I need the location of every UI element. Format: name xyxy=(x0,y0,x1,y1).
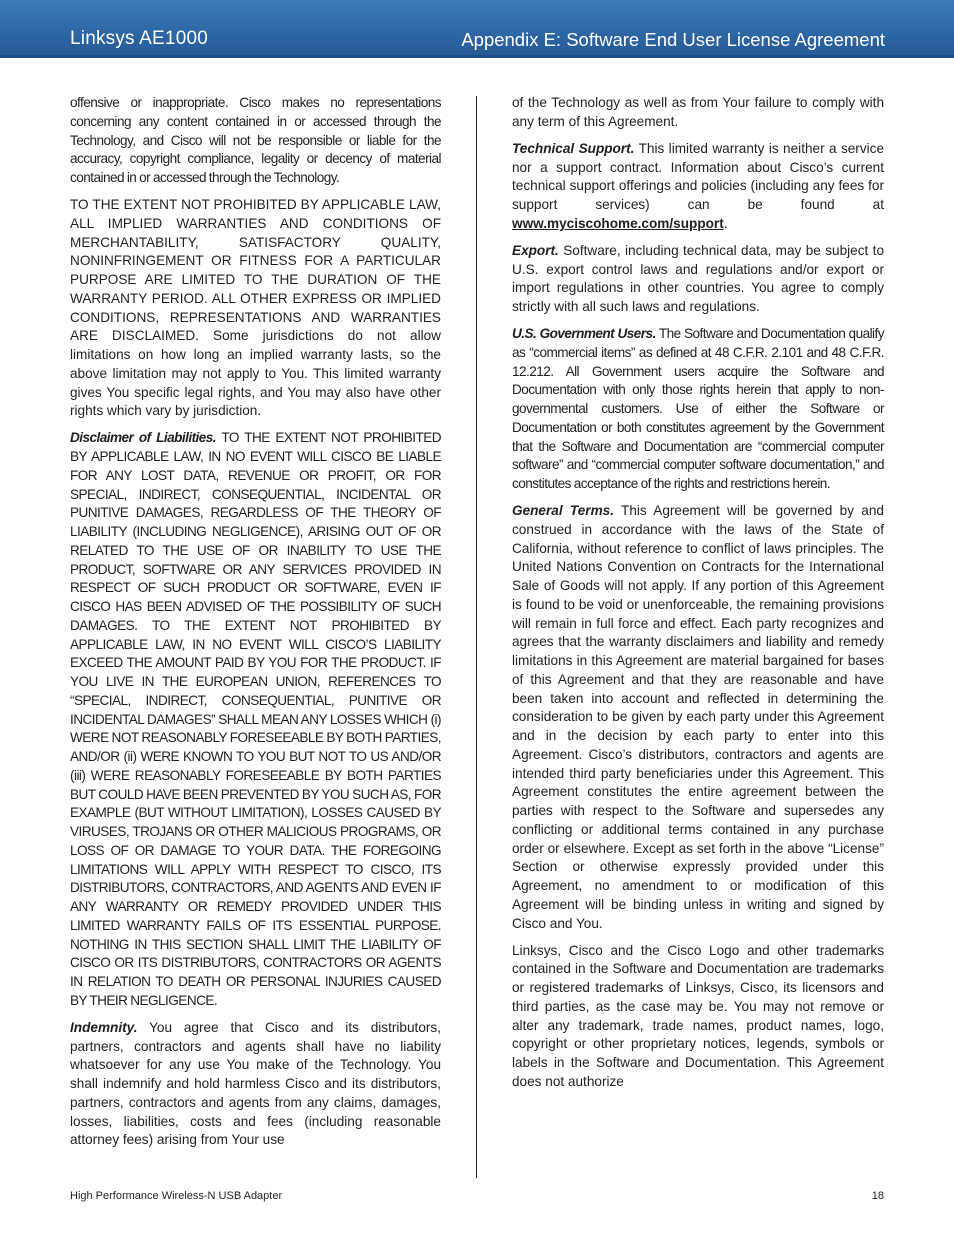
paragraph-general-terms xyxy=(512,502,884,933)
paragraph-continuation: of the Technology as well as from Your failure to comply with any term of this Agreement. xyxy=(512,95,884,129)
paragraph-content-liability: offensive or inappropriate. Cisco makes no representations concerning any content contained in or accessed through the Technology, and Cisco will not be responsible or liable for the accuracy, copyright compliance, legality or decency of material contained in or accessed through the Technology. xyxy=(70,95,441,185)
disclaimer-heading: Disclaimer of Liabilities. xyxy=(70,430,217,446)
footer-product-name: High Performance Wireless-N USB Adapter xyxy=(70,1190,283,1202)
paragraph-technical-support: Technical Support. This limited warranty is neither a service nor a support contract. Information about Cisco’s current technical support offerings and policies (including any fees for support services) can be found at www.myciscohome.com/support. xyxy=(512,140,884,231)
indemnity-heading: Indemnity. xyxy=(70,1019,138,1035)
support-heading: Technical Support. xyxy=(512,140,635,156)
column-divider xyxy=(476,96,477,1178)
export-body: Software, including technical data, may be subject to U.S. export control laws and regulations and/or export or import regulations in other countries. You agree to comply strictly with all such laws and regulations. xyxy=(512,242,884,315)
support-link[interactable]: www.myciscohome.com/support xyxy=(512,215,724,231)
paragraph-trademarks: Linksys, Cisco and the Cisco Logo and other trademarks contained in the Software and Documentation are trademarks or registered trademarks of Linksys, Cisco, its licensors and third parties, as the case may be. You may not remove or alter any trademark, trade names, product names, logo, copyright or other proprietary notices, legends, symbols or labels in the Software and Documentation. This Agreement does not authorize xyxy=(512,942,884,1089)
paragraph-disclaimer-of-liabilities xyxy=(70,429,441,1010)
paragraph-export xyxy=(512,242,884,317)
general-heading: General Terms. xyxy=(512,503,614,519)
indemnity-body: You agree that Cisco and its distributors, partners, contractors and agents shall have no liability whatsoever for any use You make of the Technology. You shall indemnify and hold harmless Cisco and its distributors, partners, contractors and agents from any claims, damages, losses, liabilities, costs and fees (including reasonable attorney fees) arising from Your use xyxy=(70,1019,441,1148)
footer-page-number: 18 xyxy=(871,1190,884,1202)
right-column xyxy=(512,94,884,1100)
support-body: This limited warranty is neither a service nor a support contract. Information about Cisco’s current technical support offerings and policies (including any fees for support services) can be found at xyxy=(512,140,884,213)
section-title: Appendix E: Software End User License Agreement xyxy=(461,29,885,50)
disclaimer-body: TO THE EXTENT NOT PROHIBITED BY APPLICABLE LAW, IN NO EVENT WILL CISCO BE LIABLE FOR ANY LOST DATA, REVENUE OR PROFIT, OR FOR SPECIAL, INDIRECT, CONSEQUENTIAL, INCIDENTAL OR PUNITIVE DAMAGES, REGARDLESS OF THE THEORY OF LIABILITY (INCLUDING NEGLIGENCE), ARISING OUT OF OR RELATED TO THE USE OF OR INABILITY TO USE THE PRODUCT, SOFTWARE OR ANY SERVICES PROVIDED IN RESPECT OF SUCH PRODUCT OR SOFTWARE, EVEN IF CISCO HAS BEEN ADVISED OF THE POSSIBILITY OF SUCH DAMAGES. TO THE EXTENT NOT PROHIBITED BY APPLICABLE LAW, IN NO EVENT WILL CISCO’S LIABILITY EXCEED THE AMOUNT PAID BY YOU FOR THE PRODUCT. IF YOU LIVE IN THE EUROPEAN UNION, REFERENCES TO “SPECIAL, INDIRECT, CONSEQUENTIAL, PUNITIVE OR INCIDENTAL DAMAGES” SHALL MEAN ANY LOSSES WHICH (i) WERE NOT REASONABLY FORESEEABLE BY BOTH PARTIES, AND/OR (ii) WERE KNOWN TO YOU BUT NOT TO US AND/OR (iii) WERE REASONABLY FORESEEABLE BY BOTH PARTIES BUT COULD HAVE BEEN PREVENTED BY YOU SUCH AS, FOR EXAMPLE (BUT WITHOUT LIMITATION), LOSSES CAUSED BY VIRUSES, TROJANS OR OTHER MALICIOUS PROGRAMS, OR LOSS OF OR DAMAGE TO YOUR DATA. THE FOREGOING LIMITATIONS WILL APPLY WITH RESPECT TO CISCO, ITS DISTRIBUTORS, CONTRACTORS, AND AGENTS AND EVEN IF ANY WARRANTY OR REMEDY PROVIDED UNDER THIS LIMITED WARRANTY FAILS OF ITS ESSENTIAL PURPOSE. NOTHING IN THIS SECTION SHALL LIMIT THE LIABILITY OF CISCO OR ITS DISTRIBUTORS, CONTRACTORS OR AGENTS IN RELATION TO DEATH OR PERSONAL INJURIES CAUSED BY THEIR NEGLIGENCE. xyxy=(70,430,441,1008)
paragraph-government-users xyxy=(512,325,884,494)
left-column xyxy=(70,94,441,1158)
gov-heading: U.S. Government Users. xyxy=(512,326,656,342)
general-body: This Agreement will be governed by and construed in accordance with the laws of the State of California, without reference to conflict of laws principles. The United Nations Convention on Contracts for the International Sale of Goods will not apply. If any portion of this Agreement is found to be void or unenforceable, the remaining provisions will remain in full force and effect. Each party recognizes and agrees that the warranty disclaimers and liability and remedy limitations in this Agreement are material bargained for bases of this Agreement and that they are reasonable and have been taken into account and reflected in determining the consideration to be given by each party under this Agreement and in the decision by each party to enter into this Agreement. Cisco’s distributors, contractors and agents are intended third party beneficiaries under this Agreement. This Agreement constitutes the entire agreement between the parties with respect to the Software and supersedes any conflicting or additional terms contained in any purchase order or elsewhere. Except as set forth in the above “License” Section or otherwise expressly provided under this Agreement, no amendment to or modification of this Agreement will be binding unless in writing and signed by Cisco and You. xyxy=(512,503,884,931)
brand-title: Linksys AE1000 xyxy=(70,28,208,49)
export-heading: Export. xyxy=(512,242,559,258)
paragraph-indemnity xyxy=(70,1019,441,1150)
gov-body: The Software and Documentation qualify as “commercial items” as defined at 48 C.F.R. 2.101 and 48 C.F.R. 12.212. All Government users acquire the Software and Documentation with only those rights herein that apply to non-governmental customers. Use of either the Software or Documentation or both constitutes agreement by the Government that the Software and Documentation are “commercial computer software” and “commercial computer software documentation,” and constitutes acceptance of the rights and restrictions herein. xyxy=(512,326,884,492)
page-header xyxy=(0,0,954,58)
paragraph-implied-warranties: TO THE EXTENT NOT PROHIBITED BY APPLICABLE LAW, ALL IMPLIED WARRANTIES AND CONDITIONS OF MERCHANTABILITY, SATISFACTORY QUALITY, NONINFRINGEMENT OR FITNESS FOR A PARTICULAR PURPOSE ARE LIMITED TO THE DURATION OF THE WARRANTY PERIOD. ALL OTHER EXPRESS OR IMPLIED CONDITIONS, REPRESENTATIONS AND WARRANTIES ARE DISCLAIMED. Some jurisdictions do not allow limitations on how long an implied warranty lasts, so the above limitation may not apply to You. This limited warranty gives You specific legal rights, and You may also have other rights which vary by jurisdiction. xyxy=(70,197,441,419)
